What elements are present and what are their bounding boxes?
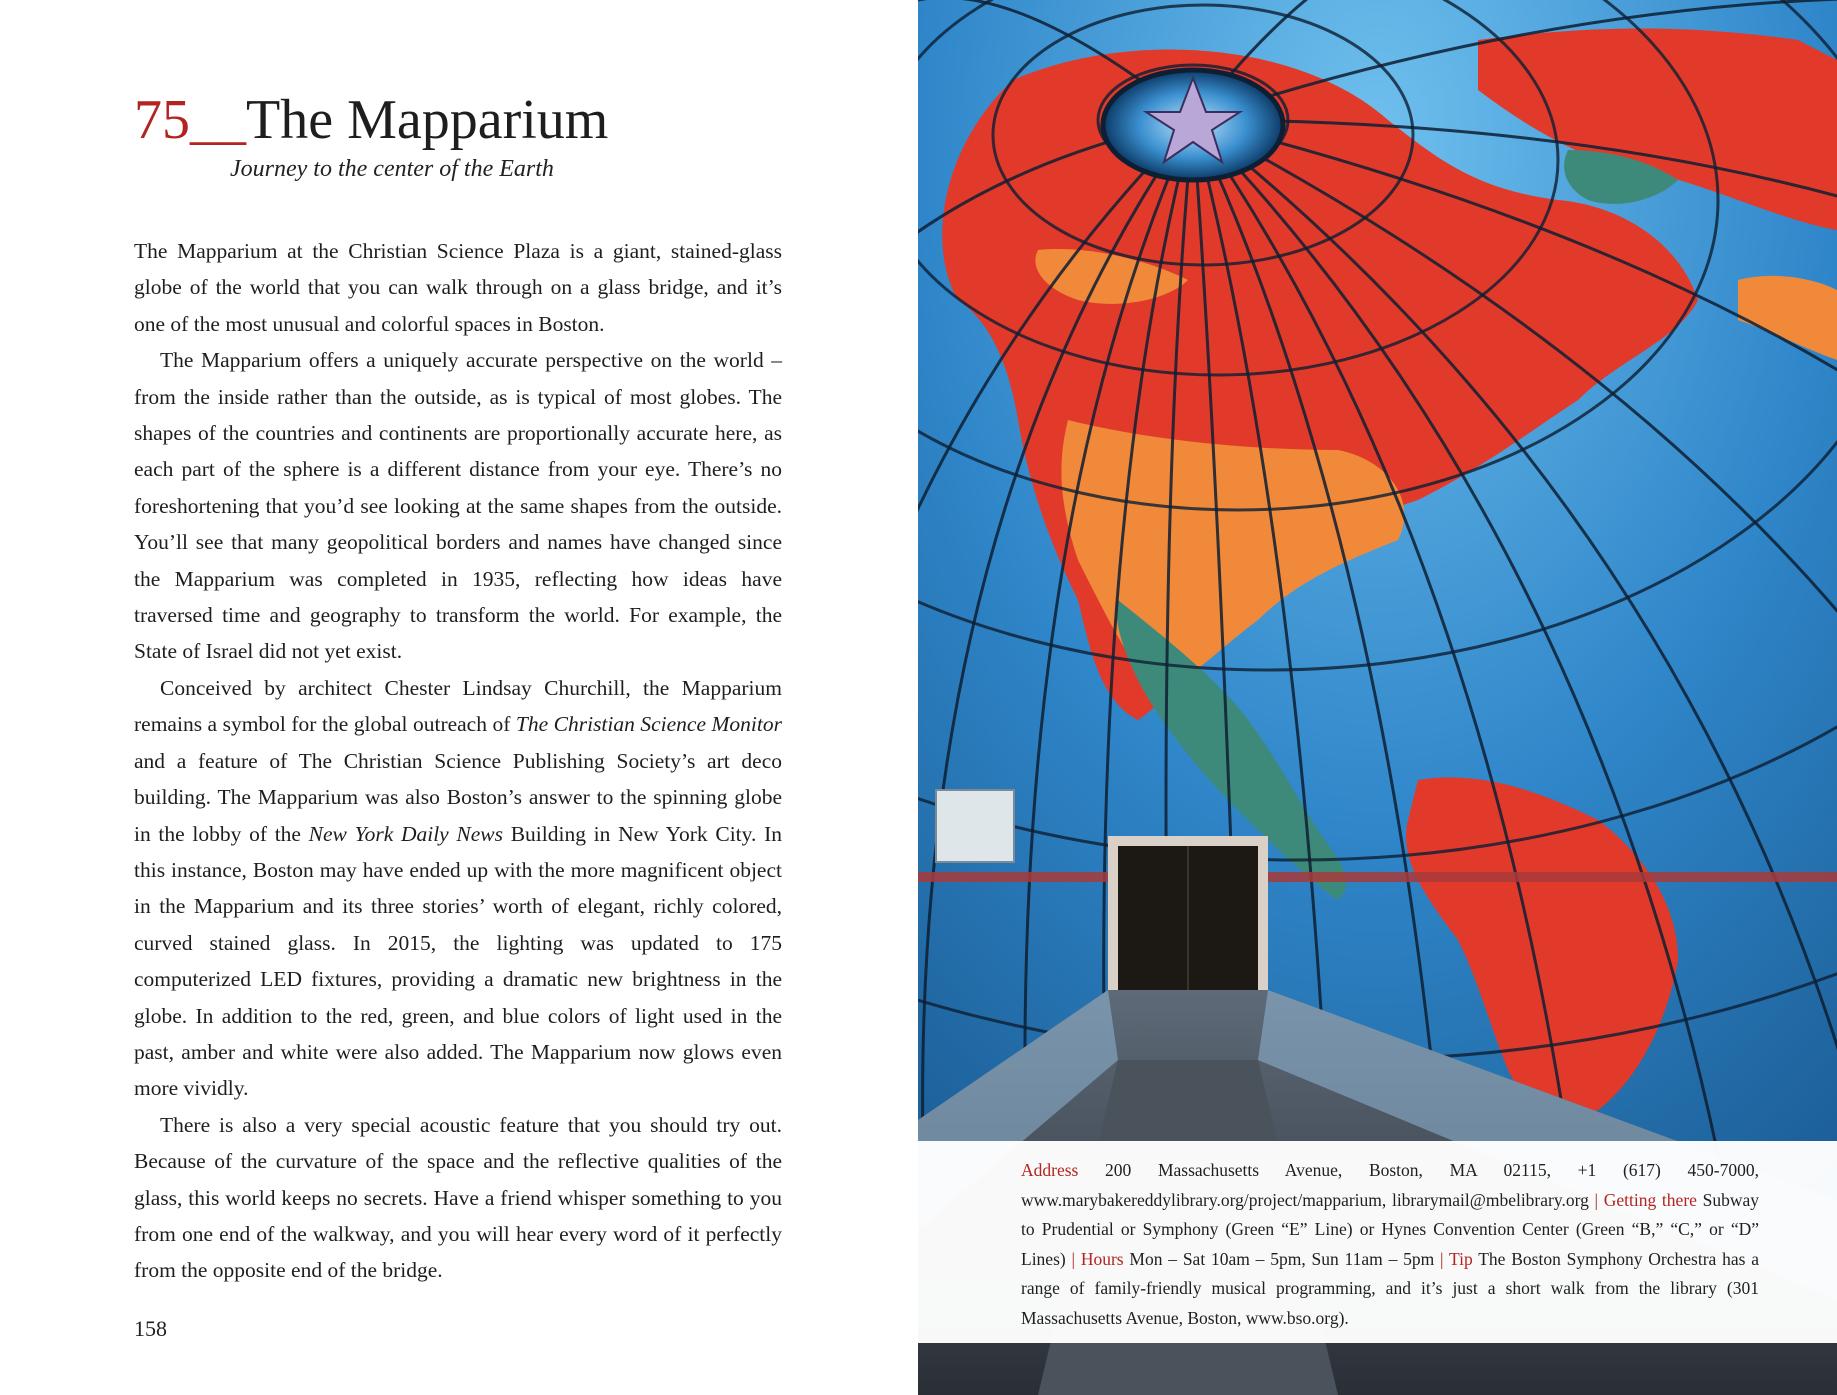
paragraph-3 (134, 670, 782, 1107)
tip-value: The Boston Symphony Orchestra has a range of family-friendly musical programming, and it’s just a short walk from the library (301 Massachusetts Avenue, Boston, www.bso.org). (1021, 1248, 1759, 1328)
right-page (918, 0, 1837, 1395)
address-value: 200 Massachusetts Avenue, Boston, MA 02115, +1 (617) 450-7000, www.marybakereddylibrary.org/project/mapparium, librarymail@mbelibrary.org (1021, 1160, 1759, 1210)
address-label: Address (1021, 1160, 1079, 1180)
getting-there-label: Getting there (1598, 1189, 1697, 1210)
paragraph-2: The Mapparium offers a uniquely accurate perspective on the world – from the inside rather than the outside, as is typical of most globes. The shapes of the countries and continents are proportionally accurate here, as each part of the sphere is a different distance from your eye. There’s no foreshortening that you’d see looking at the same shapes from the outside. You’ll see that many geopolitical borders and names have changed since the Mapparium was completed in 1935, reflecting how ideas have traversed time and geography to transform the world. For example, the State of Israel did not yet exist. (134, 348, 782, 664)
chapter-number: 75 (134, 89, 190, 151)
info-text (1021, 1156, 1759, 1333)
tip-label: Tip (1443, 1248, 1473, 1269)
info-separator: | (1440, 1248, 1444, 1269)
chapter-subtitle: Journey to the center of the Earth (230, 156, 554, 182)
chapter-separator: __ (190, 89, 246, 151)
wall-plaque (936, 790, 1014, 862)
equator-band (918, 872, 1837, 882)
paragraph-4: There is also a very special acoustic feature that you should try out. Because of the curvature of the space and the reflective qualities of the glass, this world keeps no secrets. Have a friend whisper something to you from one end of the walkway, and you will hear every word of it perfectly from the opposite end of the bridge. (134, 1112, 782, 1283)
paragraph-3-part-c: Building in New York City. In this instance, Boston may have ended up with the more magnificent object in the Mapparium and its three stories’ worth of elegant, richly colored, curved stained glass. In 2015, the lighting was updated to 175 computerized LED fixtures, providing a dramatic new brightness in the globe. In addition to the red, green, and blue colors of light used in the past, amber and white were also added. The Mapparium now glows even more vividly. (134, 821, 782, 1101)
hours-label: Hours (1075, 1248, 1124, 1269)
body-text (134, 233, 782, 1289)
paragraph-1: The Mapparium at the Christian Science Plaza is a giant, stained-glass globe of the world that you can walk through on a glass bridge, and it’s one of the most unusual and colorful spaces in Boston. (134, 239, 782, 336)
paragraph-3-part-a: Conceived by architect Chester Lindsay Churchill, the Mapparium remains a symbol for the global outreach of (134, 675, 782, 737)
publication-title-daily-news: New York Daily News (308, 821, 504, 846)
paragraph-3-part-b: and a feature of The Christian Science Publishing Society’s art deco building. The Mapparium was also Boston’s answer to the spinning globe in the lobby of the (134, 748, 782, 846)
info-separator: | (1594, 1189, 1599, 1210)
info-separator: | (1071, 1248, 1076, 1269)
hours-value: Mon – Sat 10am – 5pm, Sun 11am – 5pm (1123, 1248, 1441, 1269)
chapter-title: The Mapparium (246, 89, 609, 151)
getting-there-value: Subway to Prudential or Symphony (Green “E” Line) or Hynes Convention Center (Green “B,” “C,” or “D” Lines) (1021, 1189, 1760, 1269)
north-pole-star (1103, 70, 1283, 180)
page-number: 158 (134, 1316, 167, 1341)
publication-title-monitor: The Christian Science Monitor (515, 712, 782, 737)
chapter-heading (134, 89, 609, 151)
left-page (0, 0, 918, 1395)
info-box (918, 1141, 1837, 1343)
